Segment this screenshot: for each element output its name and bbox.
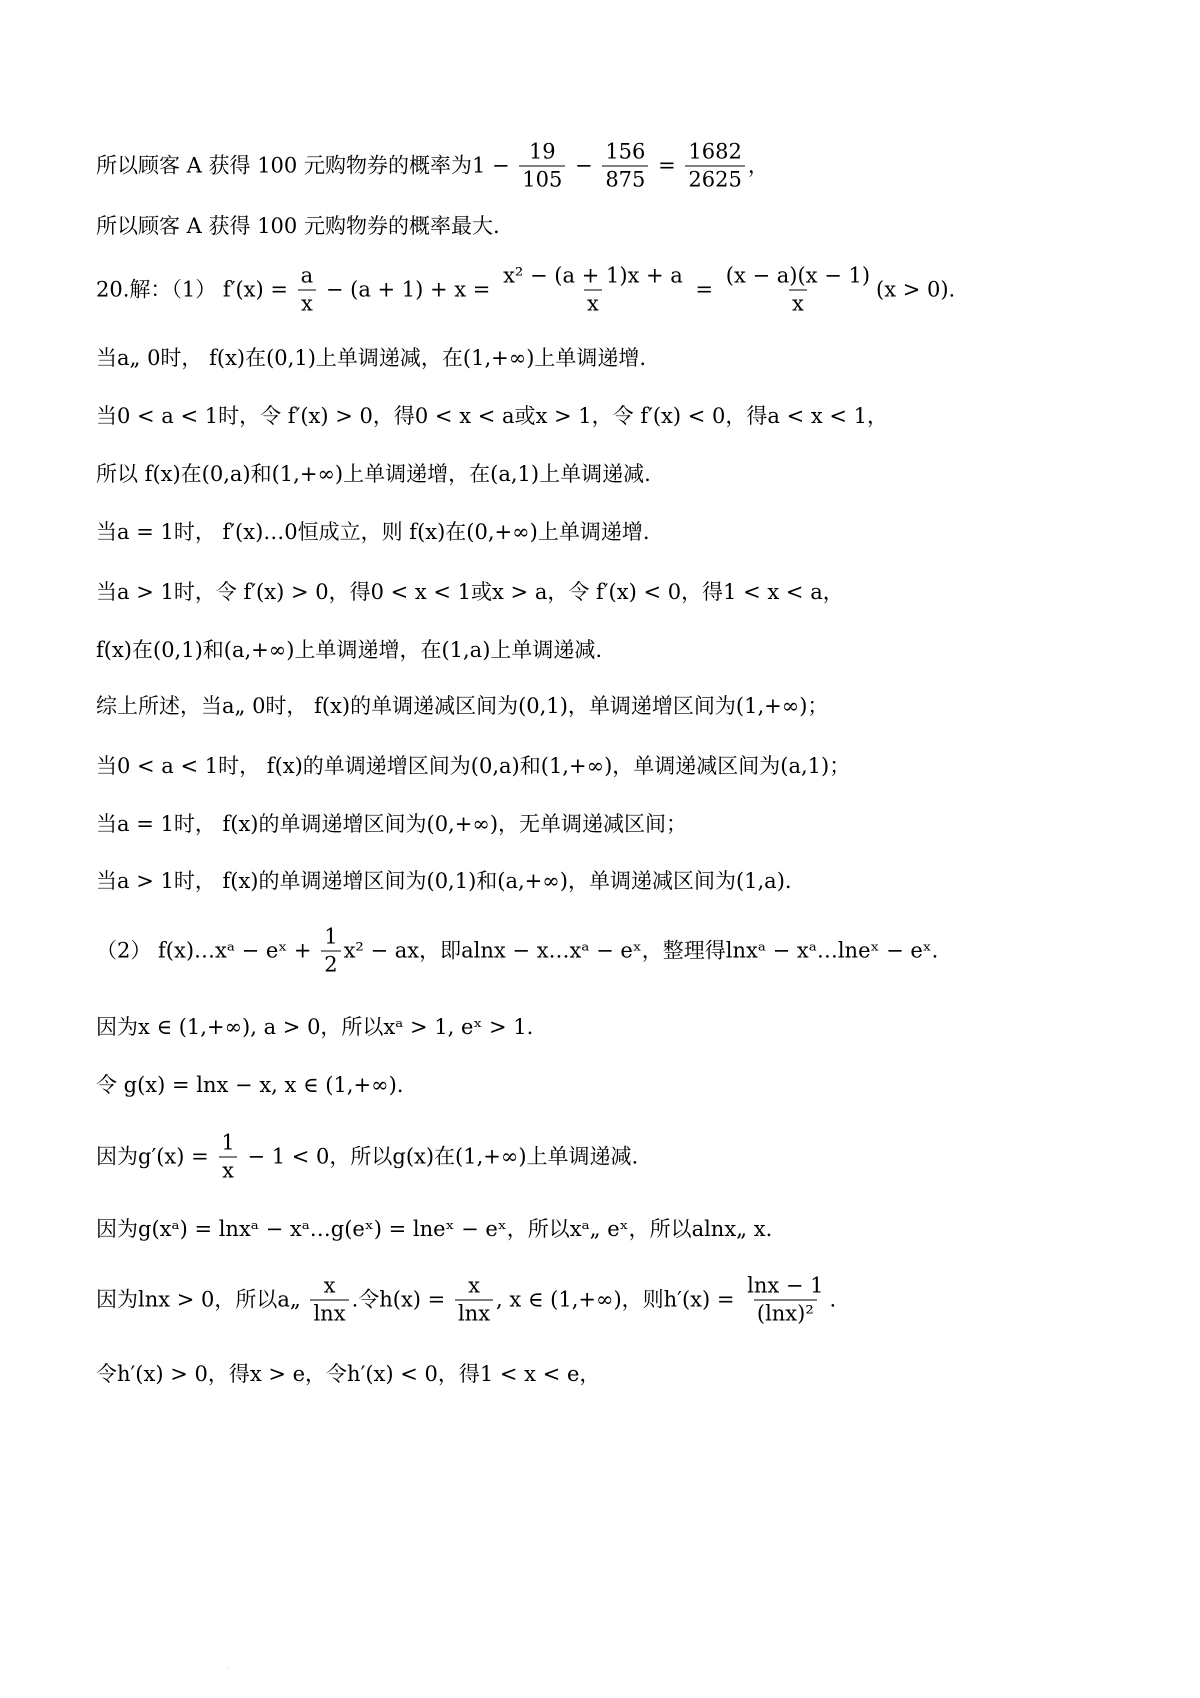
text-segment: 因为g(xᵃ) = lnxᵃ − xᵃ…g(eˣ) = lneˣ − eˣ，所以xᵃ„ eˣ，所以alnx„ x. [96,1217,773,1241]
text-segment: 当a = 1时， f′(x)…0恒成立，则 f(x)在(0,+∞)上单调递增. [96,520,650,544]
fraction-numerator: 156 [605,139,646,164]
text-line [96,695,828,717]
fraction [519,139,565,192]
text-segment: 因为lnx > 0，所以a„ [96,1287,308,1312]
fraction-denominator: lnx [310,1300,348,1325]
fraction-denominator: 2625 [685,166,744,191]
text-line [96,263,956,316]
text-segment: f(x)在(0,1)和(a,+∞)上单调递增，在(1,a)上单调递减. [96,638,603,662]
text-segment: 令 g(x) = lnx − x, x ∈ (1,+∞). [96,1073,404,1097]
text-line [96,755,850,777]
fraction-denominator: x [789,290,807,315]
text-segment: 因为x ∈ (1,+∞), a > 0，所以xᵃ > 1, eˣ > 1. [96,1015,534,1039]
fraction-numerator: 1682 [688,139,742,164]
fraction-numerator: 1 [221,1130,235,1155]
text-segment: − (a + 1) + x = [319,277,498,302]
fraction-denominator: 105 [519,166,565,191]
text-segment: . [829,1287,837,1312]
text-line [96,215,500,237]
text-segment: 20.解：（1） f′(x) = [96,277,295,302]
text-line [96,1130,639,1183]
text-segment: = [688,277,720,302]
text-segment: 当a = 1时， f(x)的单调递增区间为(0,+∞)，无单调递减区间； [96,812,688,836]
text-segment: 所以顾客 A 获得 100 元购物券的概率最大. [96,214,500,238]
fraction-denominator: x [219,1157,237,1182]
text-line [96,870,792,892]
text-segment: .令h(x) = [351,1287,452,1312]
fraction-denominator: (lnx)² [754,1300,817,1325]
text-line [96,521,650,543]
text-segment: ， [747,153,769,178]
text-line [96,347,646,369]
fraction [321,924,340,977]
text-segment: (x > 0). [876,277,956,302]
fraction-numerator: 19 [528,139,556,164]
fraction [685,139,744,192]
fraction [298,263,317,316]
text-segment: 当a > 1时，令 f′(x) > 0，得0 < x < 1或x > a，令 f′(x) < 0，得1 < x < a， [96,580,844,604]
text-line [96,463,651,485]
text-line [96,813,687,835]
text-segment: − [568,153,600,178]
text-line [96,1074,403,1096]
fraction-denominator: x [584,290,602,315]
fraction [310,1273,348,1326]
fraction [218,1130,237,1183]
text-segment: 所以顾客 A 获得 100 元购物券的概率为1 − [96,153,517,178]
fraction-numerator: lnx − 1 [747,1273,824,1298]
fraction-denominator: 875 [602,166,648,191]
text-segment: 当0 < a < 1时，令 f′(x) > 0，得0 < x < a或x > 1，令 f′(x) < 0，得a < x < 1， [96,404,889,428]
fraction-numerator: x [323,1273,336,1298]
text-line [96,924,939,977]
text-line [96,1273,837,1326]
text-segment: 因为g′(x) = [96,1144,216,1169]
footer-mark: · [226,1664,229,1673]
text-segment: 综上所述，当a„ 0时， f(x)的单调递减区间为(0,1)，单调递增区间为(1,+∞)； [96,694,829,718]
fraction-denominator: lnx [455,1300,493,1325]
fraction-numerator: a [300,263,314,288]
fraction [602,139,648,192]
text-segment: 当a > 1时， f(x)的单调递增区间为(0,1)和(a,+∞)，单调递减区间为(1,a). [96,869,792,893]
text-line [96,1218,772,1240]
text-segment: x² − ax，即alnx − x…xᵃ − eˣ，整理得lnxᵃ − xᵃ…lneˣ − eˣ. [343,938,939,963]
fraction [455,1273,493,1326]
fraction-numerator: (x − a)(x − 1) [725,263,871,288]
text-segment: （2） f(x)…xᵃ − eˣ + [96,938,319,963]
text-line [96,139,769,192]
fraction [744,1273,826,1326]
fraction [500,263,686,316]
fraction-numerator: x² − (a + 1)x + a [503,263,683,288]
text-segment: 所以 f(x)在(0,a)和(1,+∞)上单调递增，在(a,1)上单调递减. [96,462,651,486]
text-line [96,1016,533,1038]
fraction-denominator: x [298,290,316,315]
text-line [96,1363,600,1385]
text-segment: 当0 < a < 1时， f(x)的单调递增区间为(0,a)和(1,+∞)，单调递减区间为(a,1)； [96,754,851,778]
text-segment: 令h′(x) > 0，得x > e，令h′(x) < 0，得1 < x < e， [96,1362,601,1386]
text-segment: , x ∈ (1,+∞)，则h′(x) = [496,1287,742,1312]
text-line [96,581,844,603]
fraction-numerator: 1 [324,924,338,949]
text-segment: = [651,153,683,178]
fraction [723,263,873,316]
fraction-numerator: x [468,1273,480,1298]
text-line [96,639,602,661]
text-segment: 当a„ 0时， f(x)在(0,1)上单调递减，在(1,+∞)上单调递增. [96,346,647,370]
fraction-denominator: 2 [321,951,340,976]
text-segment: − 1 < 0，所以g(x)在(1,+∞)上单调递减. [240,1144,639,1169]
text-line [96,405,888,427]
